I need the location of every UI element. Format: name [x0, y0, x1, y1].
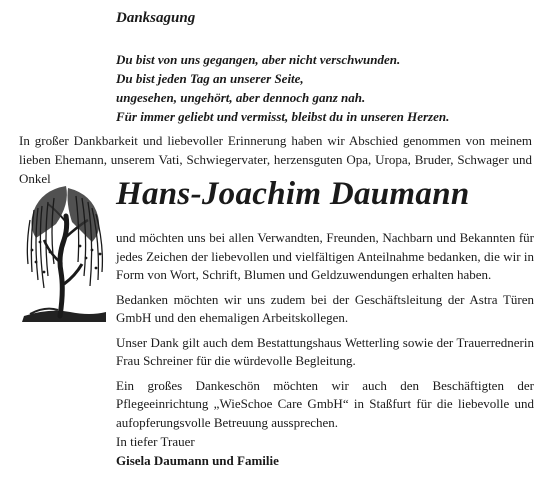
signature: Gisela Daumann und Familie: [116, 453, 279, 468]
thanks-paragraph: und möchten uns bei allen Verwandten, Freunden, Nachbarn und Bekannten für jedes Zeichen der liebevollen und vielfältigen Anteilnahme bedanken, die wir in Form von Wort, Schrift, Blumen und Geldzuwendungen erhalten haben.: [116, 230, 534, 282]
poem-line: Für immer geliebt und vermisst, bleibst du in unseren Herzen.: [116, 109, 450, 124]
intro-text: In großer Dankbarkeit und liebevoller Erinnerung haben wir Abschied genommen von meinem lieben Ehemann, unserem Vati, Schwiegervater, herzensguten Opa, Uropa, Bruder, Schwager und Onkel: [19, 133, 532, 186]
deceased-name: Hans-Joachim Daumann: [116, 176, 470, 212]
poem-line: Du bist von uns gegangen, aber nicht verschwunden.: [116, 52, 401, 67]
closing: [116, 432, 534, 470]
thanks-paragraph: Unser Dank gilt auch dem Bestattungshaus Wetterling sowie der Trauerrednerin Frau Schreiner für die würdevolle Begleitung.: [116, 334, 534, 368]
weeping-willow-icon: [20, 180, 108, 322]
thanks-paragraph: Ein großes Dankeschön möchten wir auch den Beschäftigten der Pflegeeinrichtung „WieSchoe Care GmbH“ in Staßfurt für die liebevolle und aufopferungsvolle Betreuung aussprechen.: [116, 377, 534, 430]
thanks-paragraph: Bedanken möchten wir uns zudem bei der Geschäftsleitung der Astra Türen GmbH und den ehemaligen Arbeitskollegen.: [116, 291, 534, 325]
closing-line: In tiefer Trauer: [116, 434, 195, 449]
poem: [116, 50, 536, 126]
poem-line: ungesehen, ungehört, aber dennoch ganz nah.: [116, 90, 366, 105]
heading: Danksagung: [116, 10, 196, 26]
poem-line: Du bist jeden Tag an unserer Seite,: [116, 71, 304, 86]
thanks-body: [116, 229, 534, 438]
